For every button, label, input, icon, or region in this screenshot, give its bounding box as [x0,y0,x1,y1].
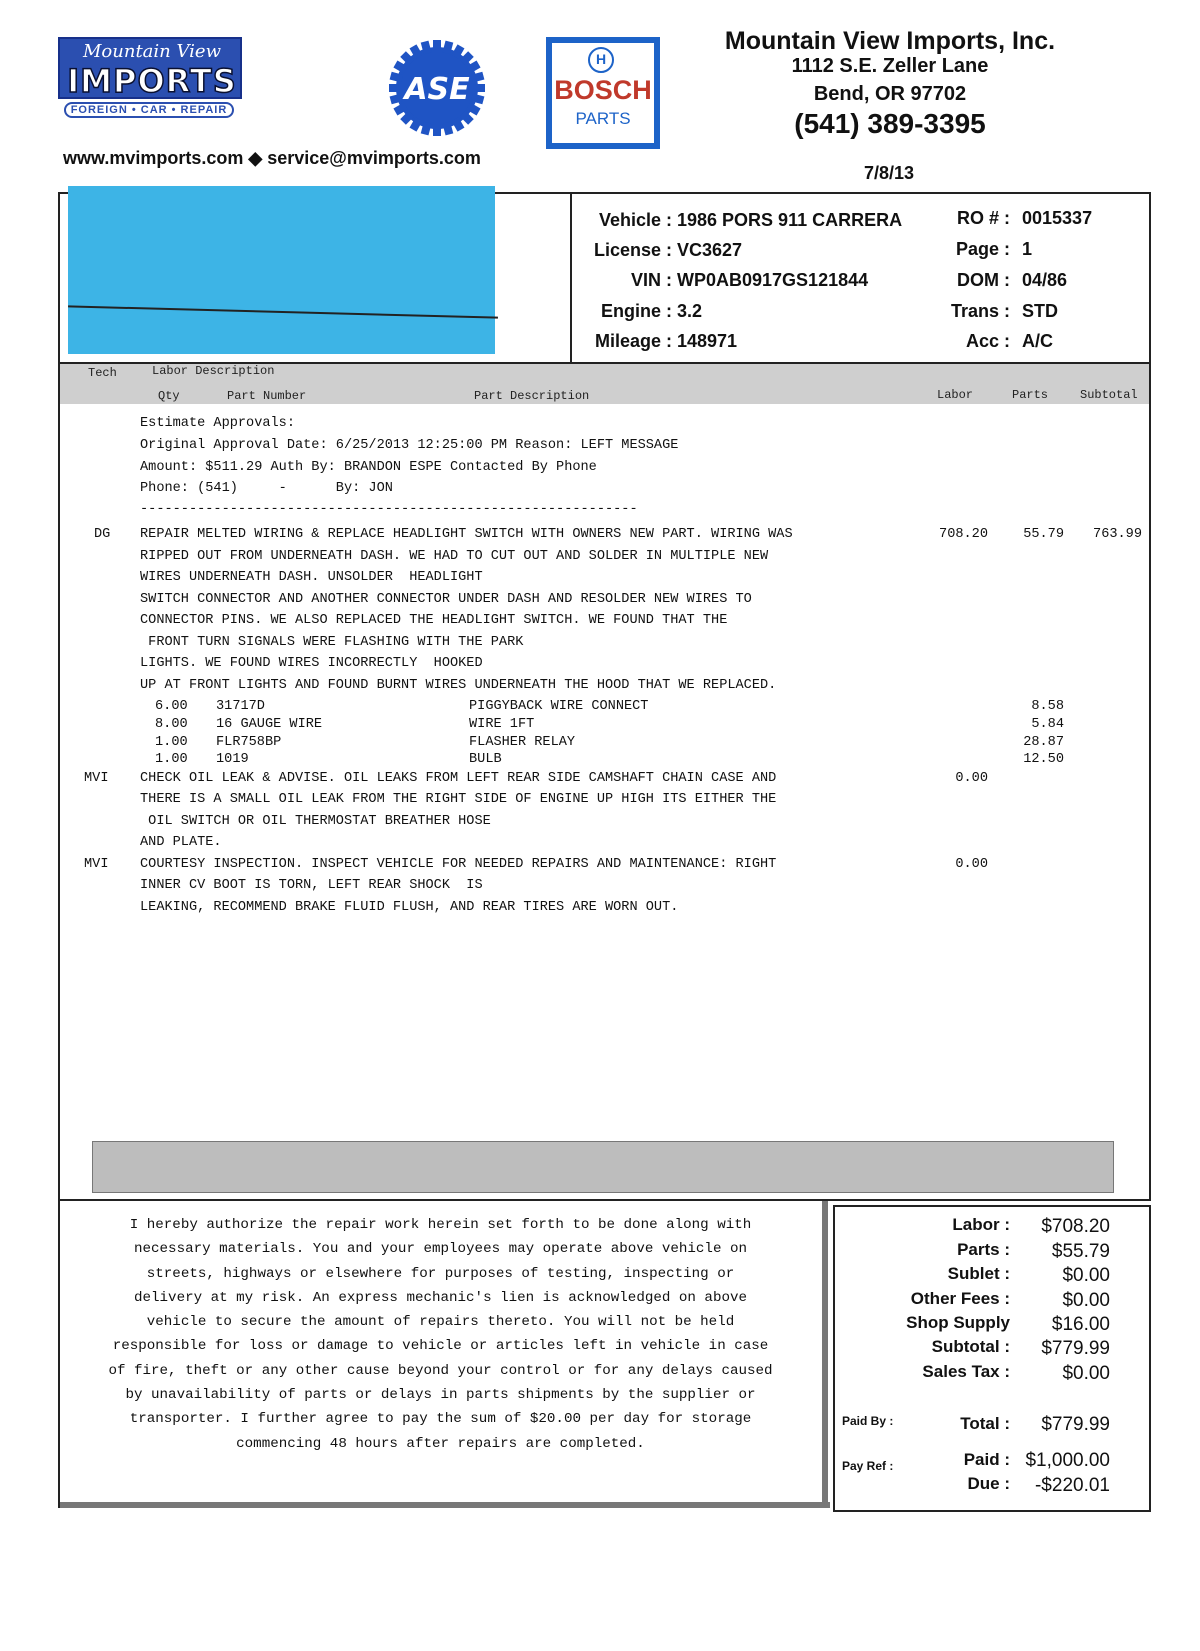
bosch-parts-label: PARTS [575,109,631,128]
job-parts: 55.79 [1023,527,1064,542]
job-description-line: CONNECTOR PINS. WE ALSO REPLACED THE HEADLIGHT SWITCH. WE FOUND THAT THE [140,613,728,628]
estimate-line: Phone: (541) - By: JON [140,481,393,496]
job-description-line: AND PLATE. [140,835,222,850]
acc-label: Acc : [965,331,1010,351]
job-description-line: RIPPED OUT FROM UNDERNEATH DASH. WE HAD TO CUT OUT AND SOLDER IN MULTIPLE NEW [140,549,769,564]
authorization-line: by unavailability of parts or delays in parts shipments by the supplier or [125,1387,756,1404]
estimate-line: Estimate Approvals: [140,416,295,431]
paid-by-label: Paid By : [842,1414,894,1428]
part-number: 1019 [216,752,249,767]
part-qty: 1.00 [155,735,188,750]
shop-supply-label: Shop Supply [906,1313,1010,1332]
company-web-email: www.mvimports.com ◆ service@mvimports.com [63,148,481,168]
authorization-line: responsible for loss or damage to vehicle or articles left in vehicle in case [112,1338,769,1355]
part-description: WIRE 1FT [469,717,535,732]
ro-label: RO # : [956,208,1010,228]
authorization-line: of fire, theft or any other cause beyond your control or for any delays caused [108,1362,773,1379]
grand-total-label: Total : [960,1414,1010,1433]
part-price: 5.84 [1031,717,1064,732]
authorization-line: I hereby authorize the repair work herein set forth to be done along with [129,1217,752,1233]
sales-tax-value: $0.00 [1062,1363,1110,1384]
pay-ref-label: Pay Ref : [842,1459,894,1473]
other-fees-value: $0.00 [1062,1290,1110,1311]
vin-value: WP0AB0917GS121844 [677,270,869,290]
header-subtotal: Subtotal [1080,388,1138,402]
header-parts: Parts [1012,388,1049,402]
dom-value: 04/86 [1022,270,1068,290]
trans-label: Trans : [950,301,1010,321]
trans-value: STD [1022,301,1058,321]
bosch-armature-icon: H [588,47,614,73]
header-part-description: Part Description [474,389,590,403]
job-labor: 0.00 [955,857,988,872]
job-description-line: WIRES UNDERNEATH DASH. UNSOLDER HEADLIGHT [140,570,483,585]
other-fees-label: Other Fees : [910,1289,1010,1308]
part-qty: 8.00 [155,717,188,732]
job-labor: 0.00 [955,771,988,786]
mileage-label: Mileage : [594,331,672,351]
part-number: FLR758BP [216,735,282,750]
job-description-line: UP AT FRONT LIGHTS AND FOUND BURNT WIRES UNDERNEATH THE HOOD THAT WE REPLACED. [140,678,777,693]
license-value: VC3627 [677,240,743,260]
job-description-line: FRONT TURN SIGNALS WERE FLASHING WITH THE PARK [140,635,524,650]
authorization-line: commencing 48 hours after repairs are completed. [236,1435,645,1452]
bosch-parts-logo [546,37,660,149]
job-tech: MVI [84,771,109,786]
job-description-line: REPAIR MELTED WIRING & REPLACE HEADLIGHT SWITCH WITH OWNERS NEW PART. WIRING WAS [140,527,793,542]
vin-label: VIN : [630,270,672,290]
part-qty: 1.00 [155,752,188,767]
authorization-text [68,1213,813,1456]
vehicle-label: Vehicle : [598,210,672,230]
authorization-line: necessary materials. You and your employees may operate above vehicle on [134,1241,747,1258]
estimate-separator: ------------------------------------------------------------- [140,502,638,517]
job-description-line: INNER CV BOOT IS TORN, LEFT REAR SHOCK IS [140,878,483,893]
company-address-line1: 1112 S.E. Zeller Lane [791,55,989,77]
job-description-line: SWITCH CONNECTOR AND ANOTHER CONNECTOR UNDER DASH AND RESOLDER NEW WIRES TO [140,592,752,607]
part-description: FLASHER RELAY [469,735,576,750]
labor-total-label: Labor : [952,1215,1010,1234]
engine-value: 3.2 [677,301,703,321]
authorization-box-shadow [60,1502,830,1508]
engine-label: Engine : [601,301,672,321]
job-description-line: LEAKING, RECOMMEND BRAKE FLUID FLUSH, AND REAR TIRES ARE WORN OUT. [140,900,679,915]
invoice-date: 7/8/13 [864,163,915,183]
page-label: Page : [955,239,1010,259]
job-subtotal: 763.99 [1093,527,1142,542]
part-price: 8.58 [1031,699,1064,714]
job-description-line: COURTESY INSPECTION. INSPECT VEHICLE FOR NEEDED REPAIRS AND MAINTENANCE: RIGHT [140,857,777,872]
page-value: 1 [1022,239,1033,259]
part-number: 16 GAUGE WIRE [216,717,323,732]
company-phone: (541) 389-3395 [794,108,986,139]
gray-strip [92,1141,1114,1193]
parts-total-value: $55.79 [1051,1241,1110,1262]
estimate-line: Original Approval Date: 6/25/2013 12:25:00 PM Reason: LEFT MESSAGE [140,438,679,453]
due-value: -$220.01 [1034,1475,1110,1496]
grand-total-value: $779.99 [1041,1414,1110,1435]
customer-redaction [68,186,495,354]
part-price: 28.87 [1023,735,1064,750]
subtotal-label: Subtotal : [931,1337,1010,1356]
job-description-line: OIL SWITCH OR OIL THERMOSTAT BREATHER HOSE [140,814,491,829]
job-tech: MVI [84,857,109,872]
authorization-box-shadow [822,1201,828,1508]
job-labor: 708.20 [939,527,988,542]
company-name: Mountain View Imports, Inc. [724,27,1056,55]
part-description: PIGGYBACK WIRE CONNECT [469,699,649,714]
license-label: License : [593,240,672,260]
due-label: Due : [967,1474,1010,1493]
authorization-line: streets, highways or elsewhere for purposes of testing, inspecting or [146,1265,735,1282]
job-description-line: CHECK OIL LEAK & ADVISE. OIL LEAKS FROM LEFT REAR SIDE CAMSHAFT CHAIN CASE AND [140,771,777,786]
ase-logo [385,36,489,140]
paid-value: $1,000.00 [1025,1450,1110,1471]
company-address-line2: Bend, OR 97702 [813,83,967,105]
mvi-logo-imports: IMPORTS [67,62,237,100]
mileage-value: 148971 [677,331,738,351]
bosch-name: BOSCH [554,75,652,105]
parts-total-label: Parts : [957,1240,1010,1259]
subtotal-value: $779.99 [1041,1338,1110,1359]
mvi-logo-script: Mountain View [83,41,221,62]
mvi-logo [58,37,242,120]
mvi-logo-band: FOREIGN • CAR • REPAIR [64,102,234,118]
sublet-value: $0.00 [1062,1265,1110,1286]
ase-logo-text: ASE [404,72,470,107]
header-labor-description: Labor Description [152,364,275,378]
authorization-line: delivery at my risk. An express mechanic's lien is acknowledged on above [134,1289,747,1306]
job-description-line: LIGHTS. WE FOUND WIRES INCORRECTLY HOOKED [140,656,483,671]
ro-value: 0015337 [1022,208,1093,228]
header-labor: Labor [937,388,974,402]
labor-total-value: $708.20 [1041,1216,1110,1237]
job-description-line: THERE IS A SMALL OIL LEAK FROM THE RIGHT SIDE OF ENGINE UP HIGH ITS EITHER THE [140,792,777,807]
sales-tax-label: Sales Tax : [922,1362,1010,1381]
authorization-line: transporter. I further agree to pay the sum of $20.00 per day for storage [129,1411,752,1428]
part-qty: 6.00 [155,699,188,714]
acc-value: A/C [1022,331,1053,351]
header-part-number: Part Number [227,389,307,403]
part-number: 31717D [216,699,265,714]
job-tech: DG [94,527,111,542]
header-tech: Tech [88,366,117,380]
paid-label: Paid : [963,1450,1010,1469]
dom-label: DOM : [957,270,1010,290]
sublet-label: Sublet : [947,1264,1010,1283]
header-qty: Qty [158,389,180,403]
estimate-line: Amount: $511.29 Auth By: BRANDON ESPE Contacted By Phone [140,460,597,475]
vehicle-value: 1986 PORS 911 CARRERA [677,210,903,230]
part-description: BULB [469,752,502,767]
shop-supply-value: $16.00 [1051,1314,1110,1335]
authorization-line: vehicle to secure the amount of repairs thereto. You will not be held [146,1314,735,1331]
part-price: 12.50 [1023,752,1064,767]
